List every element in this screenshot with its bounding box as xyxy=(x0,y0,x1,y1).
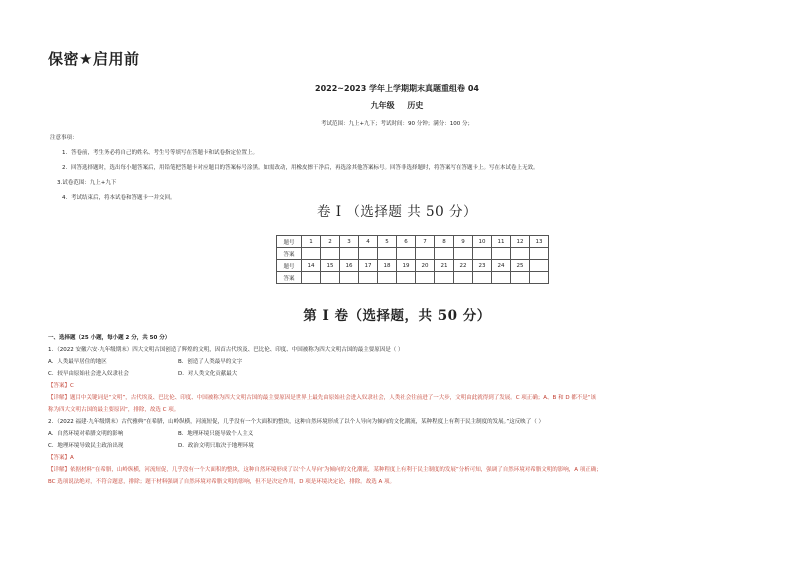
answer-cell xyxy=(340,272,359,284)
note-item: 4．考试结束后，将本试卷和答题卡一并交回。 xyxy=(62,195,176,201)
table-cell xyxy=(530,260,549,272)
answer-cell xyxy=(492,248,511,260)
table-cell: 23 xyxy=(473,260,492,272)
grade-label: 九年级 xyxy=(370,101,395,110)
table-cell: 22 xyxy=(454,260,473,272)
table-row xyxy=(277,272,549,284)
answer-cell xyxy=(416,272,435,284)
note-item: 1．答卷前，考生务必将自己的姓名、考生号等填写在答题卡和试卷指定位置上。 xyxy=(62,150,259,156)
answer-cell xyxy=(321,272,340,284)
table-cell: 1 xyxy=(302,236,321,248)
answer-cell xyxy=(397,272,416,284)
question-2-options-row-2 xyxy=(48,440,602,452)
question-2-explanation-cont: BC 选项说法绝对，不符合题意，排除；题干材料强调了自然环境对希腊文明的影响，但不是决定作用，D 项是环境决定论，排除。故选 A 项。 xyxy=(48,479,396,485)
answer-cell xyxy=(530,272,549,284)
question-2-answer: 【答案】A xyxy=(48,455,74,461)
table-cell: 10 xyxy=(473,236,492,248)
answer-cell xyxy=(302,248,321,260)
table-cell: 8 xyxy=(435,236,454,248)
question-2-options-row-1 xyxy=(48,428,602,440)
notes-heading: 注意事项： xyxy=(50,135,78,141)
table-cell: 题号 xyxy=(277,236,302,248)
table-cell: 17 xyxy=(359,260,378,272)
answer-cell xyxy=(454,248,473,260)
answer-cell xyxy=(359,248,378,260)
answer-cell xyxy=(435,248,454,260)
option-d: D．政治文明只取决于地理环境 xyxy=(178,443,254,449)
table-cell: 14 xyxy=(302,260,321,272)
answer-cell xyxy=(340,248,359,260)
exam-meta: 考试范围：九上+九下；考试时间：90 分钟；满分：100 分； xyxy=(320,121,474,127)
answer-cell xyxy=(473,248,492,260)
subject-label: 历史 xyxy=(407,101,424,110)
question-1-explanation: 【详解】题目中关键词是“文明”，古代埃及、巴比伦、印度、中国被称为四大文明古国的最主要原因是世界上最先由原始社会进入奴隶社会，人类社会往前进了一大步，文明由此就得到了发展。C 项正确；A、B 和 D 都不是“该 xyxy=(48,395,597,401)
answer-table xyxy=(276,235,549,284)
option-a: A．人类最早居住的地区 xyxy=(48,359,107,365)
notes-block xyxy=(50,131,539,206)
table-row xyxy=(277,236,549,248)
question-1-options-row-1 xyxy=(48,356,602,368)
table-cell: 答案 xyxy=(277,248,302,260)
section-title-volume-1: 卷 I （选择题 共 50 分） xyxy=(317,204,477,220)
answer-cell xyxy=(416,248,435,260)
table-cell: 24 xyxy=(492,260,511,272)
section-title-volume-1-choice: 第 I 卷（选择题，共 50 分） xyxy=(303,308,491,324)
table-cell: 21 xyxy=(435,260,454,272)
answer-cell xyxy=(435,272,454,284)
answer-cell xyxy=(454,272,473,284)
answer-cell xyxy=(359,272,378,284)
question-2-stem: 2．（2022 福建·九年级期末）古代雅典“在希腊，山岭纵横，河流短促，几乎没有一个大面积的整块，这种自然环境形成了以个人导向为倾向的文化潮流，某种程度上有利于民主制度的发展。”这反映了（ ） xyxy=(48,419,544,425)
table-cell: 20 xyxy=(416,260,435,272)
answer-cell xyxy=(511,248,530,260)
option-c: C．较早由原始社会进入奴隶社会 xyxy=(48,371,129,377)
question-1-options-row-2 xyxy=(48,368,602,380)
table-cell: 答案 xyxy=(277,272,302,284)
confidential-label: 保密★启用前 xyxy=(48,50,140,68)
table-cell: 5 xyxy=(378,236,397,248)
table-cell: 6 xyxy=(397,236,416,248)
option-b: B．地理环境只能导致个人主义 xyxy=(178,431,254,437)
table-cell: 11 xyxy=(492,236,511,248)
table-row xyxy=(277,248,549,260)
option-a: A．自然环境对希腊文明的影响 xyxy=(48,431,124,437)
table-cell: 3 xyxy=(340,236,359,248)
table-cell: 15 xyxy=(321,260,340,272)
answer-cell xyxy=(473,272,492,284)
question-1-explanation-cont: 称为四大文明古国的最主要原因”，排除，故选 C 项。 xyxy=(48,407,180,413)
table-cell: 18 xyxy=(378,260,397,272)
table-cell: 19 xyxy=(397,260,416,272)
exam-title: 2022~2023 学年上学期期末真题重组卷 04 xyxy=(315,84,479,93)
questions-body xyxy=(48,332,602,488)
answer-cell xyxy=(530,248,549,260)
option-d: D．对人类文化贡献最大 xyxy=(178,371,238,377)
question-2-explanation: 【详解】依据材料“在希腊，山岭纵横，河流短促，几乎没有一个大面积的整块，这种自然环境形成了以‘个人导向’为倾向的文化潮流，某种程度上有利于民主制度的发展”分析可知，强调了自然环境对希腊文明的影响，A 项正确； xyxy=(48,467,602,473)
table-cell: 13 xyxy=(530,236,549,248)
table-cell: 12 xyxy=(511,236,530,248)
option-c: C．地理环境导致民主政治出现 xyxy=(48,443,124,449)
question-1-answer: 【答案】C xyxy=(48,383,74,389)
table-cell: 9 xyxy=(454,236,473,248)
answer-cell xyxy=(378,248,397,260)
table-cell: 题号 xyxy=(277,260,302,272)
table-row xyxy=(277,260,549,272)
note-item: 3.试卷范围：九上+九下 xyxy=(57,180,117,186)
option-b: B．创造了人类最早的文字 xyxy=(178,359,243,365)
table-cell: 16 xyxy=(340,260,359,272)
question-1-stem: 1．（2022 安徽六安·九年级期末）四大文明古国创造了辉煌的文明，因首古代埃及、巴比伦、印度、中国被称为四大文明古国的最主要原因是（ ） xyxy=(48,347,404,353)
answer-cell xyxy=(397,248,416,260)
table-cell: 25 xyxy=(511,260,530,272)
exam-subtitle xyxy=(0,100,794,111)
part-heading: 一、选择题（25 小题，每小题 2 分，共 50 分） xyxy=(48,335,171,341)
answer-cell xyxy=(511,272,530,284)
note-item: 2．回答选择题时，选出每小题答案后，用铅笔把答题卡对应题目的答案标号涂黑。如需改动，用橡皮擦干净后，再选涂其他答案标号。回答非选择题时，将答案写在答题卡上。写在本试卷上无效。 xyxy=(62,165,539,171)
answer-cell xyxy=(321,248,340,260)
table-cell: 2 xyxy=(321,236,340,248)
answer-cell xyxy=(378,272,397,284)
table-cell: 7 xyxy=(416,236,435,248)
answer-cell xyxy=(492,272,511,284)
table-cell: 4 xyxy=(359,236,378,248)
answer-cell xyxy=(302,272,321,284)
